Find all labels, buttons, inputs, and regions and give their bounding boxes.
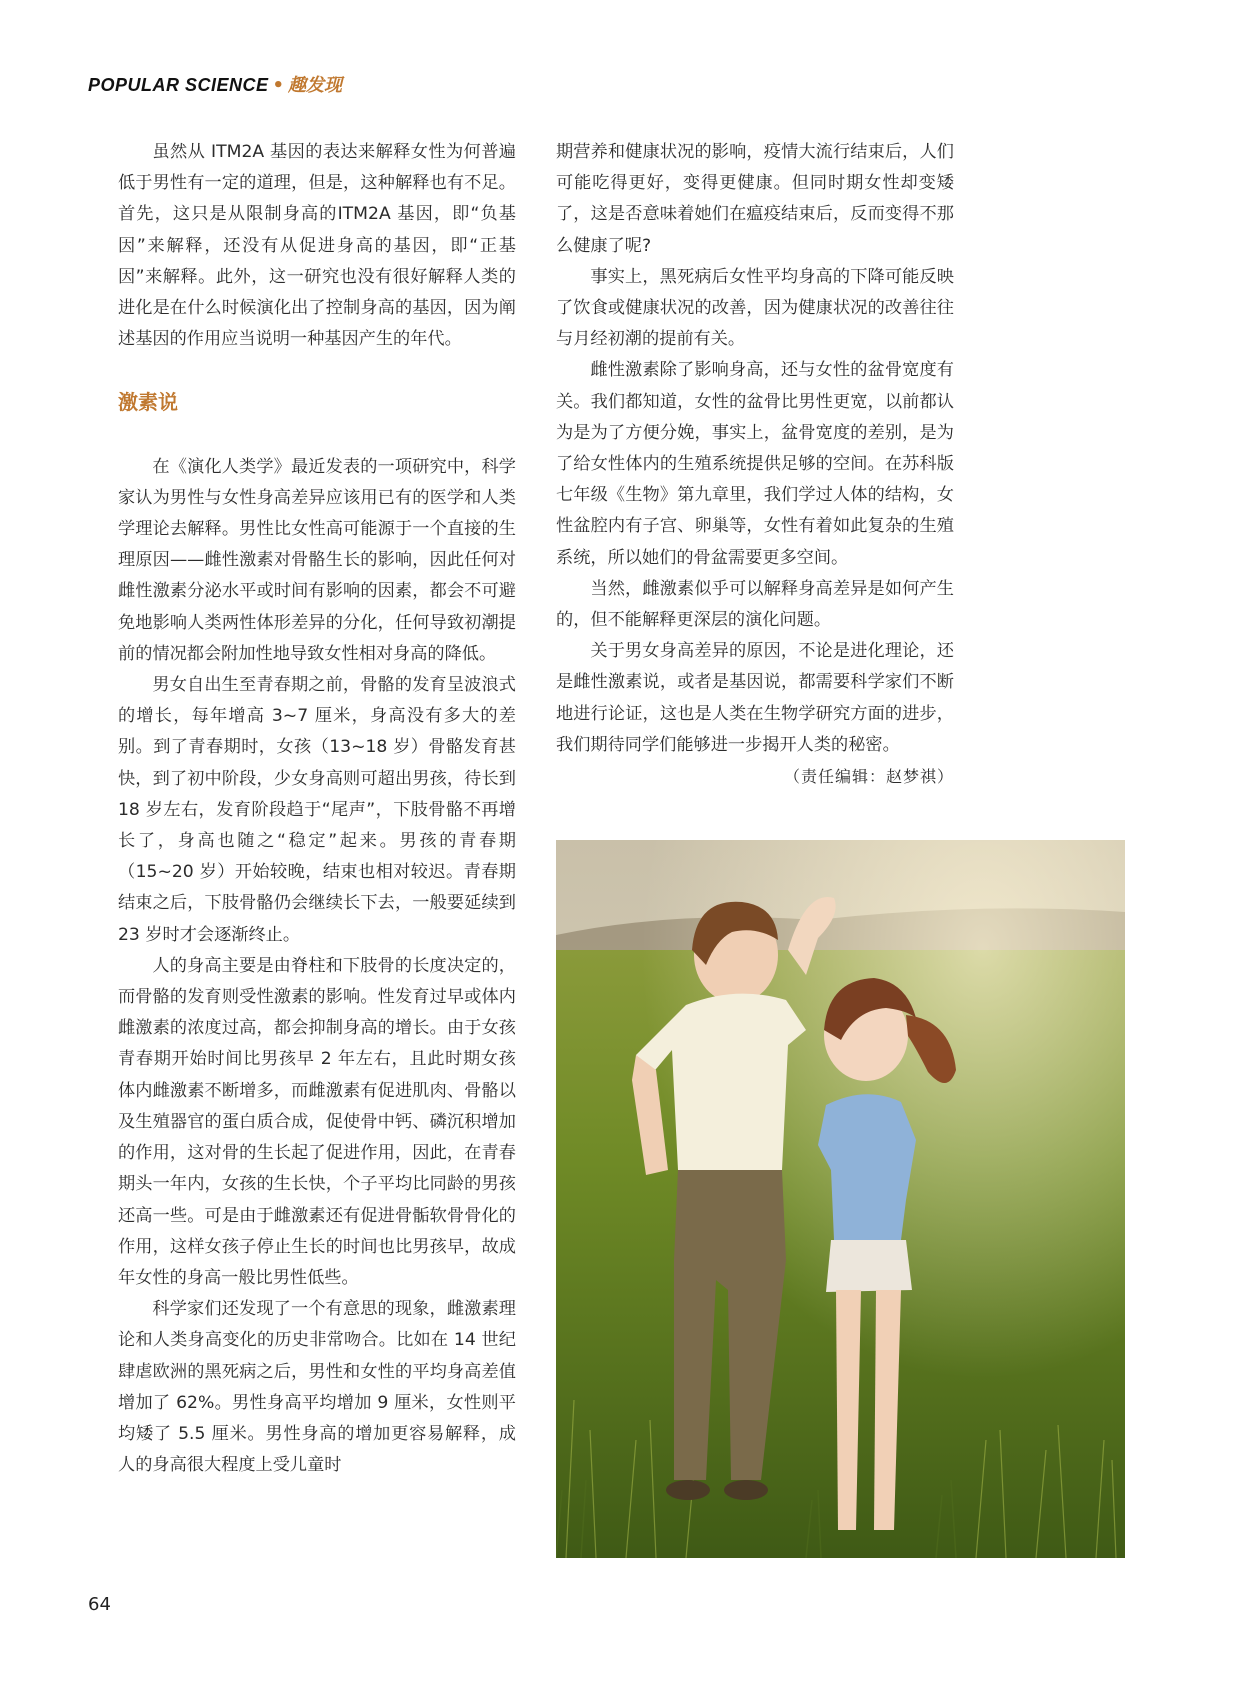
header-separator: • [272,75,285,96]
intro-paragraph: 虽然从 ITM2A 基因的表达来解释女性为何普遍低于男性有一定的道理，但是，这种解释也有不足。首先，这只是从限制身高的ITM2A 基因，即“负基因”来解释，还没有从促进身高的基因，即“正基因”来解释。此外，这一研究也没有很好解释人类的进化是在什么时候演化出了控制身高的基因，因为阐述基因的作用应当说明一种基因产生的年代。 [118,142,516,350]
photo-illustration [556,840,1125,1558]
editor-credit: （责任编辑：赵梦祺） [783,767,954,787]
left-column [118,137,516,1481]
page-number: 64 [88,1594,111,1615]
continued-paragraph: 期营养和健康状况的影响，疫情大流行结束后，人们可能吃得更好，变得更健康。但同时期女性却变矮了，这是否意味着她们在瘟疫结束后，反而变得不那么健康了呢? [556,142,954,256]
body-paragraph: 事实上，黑死病后女性平均身高的下降可能反映了饮食或健康状况的改善，因为健康状况的改善往往与月经初潮的提前有关。 [556,266,954,350]
photo-children-in-field [556,840,1125,1558]
running-header [88,73,342,98]
body-paragraph: 人的身高主要是由脊柱和下肢骨的长度决定的，而骨骼的发育则受性激素的影响。性发育过早或体内雌激素的浓度过高，都会抑制身高的增长。由于女孩青春期开始时间比男孩早 2 年左右，且此时期女孩体内雌激素不断增多，而雌激素有促进肌肉、骨骼以及生殖器官的蛋白质合成，促使骨中钙、磷沉积增加的作用，这对骨的生长起了促进作用，因此，在青春期头一年内，女孩的生长快，个子平均比同龄的男孩还高一些。可是由于雌激素还有促进骨骺软骨骨化的作用，这样女孩子停止生长的时间也比男孩早，故成年女性的身高一般比男性低些。 [118,955,516,1288]
section-heading: 激素说 [118,390,178,415]
closing-text: 关于男女身高差异的原因，不论是进化理论，还是雌性激素说，或者是基因说，都需要科学家们不断地进行论证，这也是人类在生物学研究方面的进步，我们期待同学们能够进一步揭开人类的秘密。 [556,641,954,755]
body-paragraph: 男女自出生至青春期之前，骨骼的发育呈波浪式的增长，每年增高 3~7 厘米，身高没有多大的差别。到了青春期时，女孩（13~18 岁）骨骼发育甚快，到了初中阶段，少女身高则可超出男孩，待长到 18 岁左右，发育阶段趋于“尾声”，下肢骨骼不再增长了，身高也随之“稳定”起来。男孩的青春期（15~20 岁）开始较晚，结束也相对较迟。青春期结束之后，下肢骨骼仍会继续长下去，一般要延续到 23 岁时才会逐渐终止。 [118,675,516,945]
body-paragraph: 当然，雌激素似乎可以解释身高差异是如何产生的，但不能解释更深层的演化问题。 [556,578,954,631]
body-paragraph: 雌性激素除了影响身高，还与女性的盆骨宽度有关。我们都知道，女性的盆骨比男性更宽，以前都认为是为了方便分娩，事实上，盆骨宽度的差别，是为了给女性体内的生殖系统提供足够的空间。在苏科版七年级《生物》第九章里，我们学过人体的结构，女性盆腔内有子宫、卵巢等，女性有着如此复杂的生殖系统，所以她们的骨盆需要更多空间。 [556,360,954,568]
magazine-brand: POPULAR SCIENCE [88,75,269,95]
right-column [556,137,954,792]
body-paragraph: 在《演化人类学》最近发表的一项研究中，科学家认为男性与女性身高差异应该用已有的医学和人类学理论去解释。男性比女性高可能源于一个直接的生理原因——雌性激素对骨骼生长的影响，因此任何对雌性激素分泌水平或时间有影响的因素，都会不可避免地影响人类两性体形差异的分化，任何导致初潮提前的情况都会附加性地导致女性相对身高的降低。 [118,456,516,664]
column-section-name: 趣发现 [288,75,343,96]
body-paragraph: 科学家们还发现了一个有意思的现象，雌激素理论和人类身高变化的历史非常吻合。比如在 14 世纪肆虐欧洲的黑死病之后，男性和女性的平均身高差值增加了 62%。男性身高平均增加 9 厘米，女性则平均矮了 5.5 厘米。男性身高的增加更容易解释，成人的身高很大程度上受儿童时 [118,1299,516,1476]
closing-paragraph [556,636,954,787]
